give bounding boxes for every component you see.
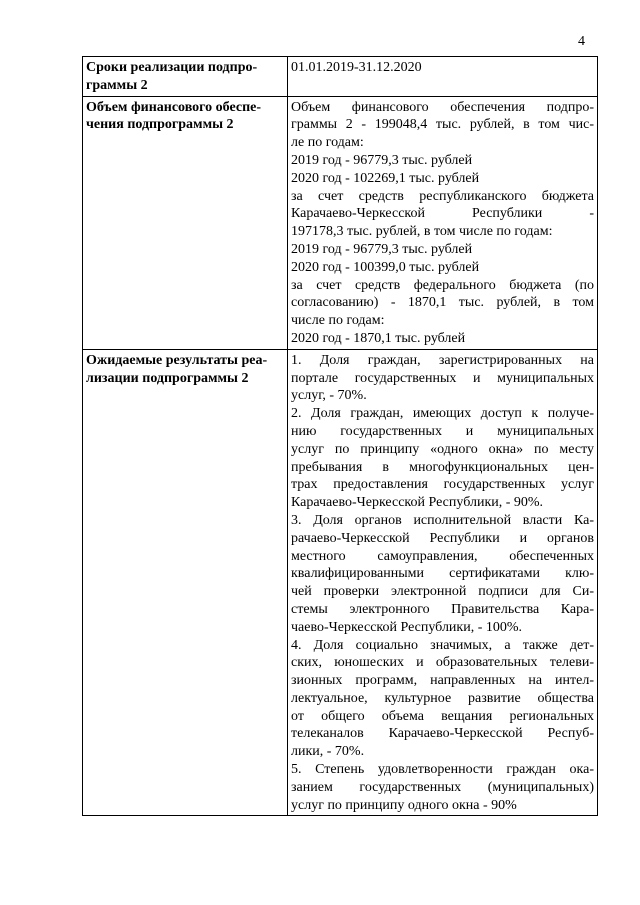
value-line: 01.01.2019-31.12.2020	[291, 60, 422, 75]
value-line: портале государственных и муниципальных	[291, 370, 594, 386]
value-line: согласованию) - 1870,1 тыс. рублей, в том	[291, 295, 594, 311]
value-line: 1. Доля граждан, зарегистрированных на	[291, 352, 594, 368]
row-expected-results	[83, 349, 598, 816]
value-line: пребывания в многофункциональных цен-	[291, 459, 594, 475]
value-line: телеканалов Карачаево-Черкесской Респуб-	[291, 726, 594, 742]
value-line: лектуальное, культурное развитие общества	[291, 690, 594, 706]
value-line: 2. Доля граждан, имеющих доступ к получе-	[291, 406, 594, 422]
value-line: 5. Степень удовлетворенности граждан ока-	[291, 762, 594, 778]
subprogram-passport-table	[82, 56, 598, 816]
value-line: 197178,3 тыс. рублей, в том числе по годам:	[291, 224, 553, 240]
row-financing-volume	[83, 96, 598, 349]
label-line: Ожидаемые результаты реа-	[86, 352, 268, 368]
value-line: от общего объема вещания региональных	[291, 708, 594, 724]
page-number: 4	[578, 34, 585, 49]
value-line: Объем финансового обеспечения подпро-	[291, 99, 594, 115]
value-line: 2019 год - 96779,3 тыс. рублей	[291, 152, 473, 168]
label-line: Сроки реализации подпро-	[86, 60, 258, 75]
value-line: ских, юношеских и образовательных телеви-	[291, 655, 594, 671]
value-line: стемы электронного Правительства Кара-	[291, 601, 594, 617]
value-line: Карачаево-Черкесской Республики -	[291, 206, 594, 222]
value-line: за счет средств федерального бюджета (по	[291, 277, 594, 293]
value-line: занием государственных (муниципальных)	[291, 779, 594, 795]
value-line: местного самоуправления, обеспеченных	[291, 548, 594, 564]
row-value-cell	[288, 57, 598, 97]
row-label-cell	[83, 349, 288, 816]
value-line: рачаево-Черкесской Республики и органов	[291, 530, 594, 546]
row-value-cell	[288, 96, 598, 349]
value-line: 2020 год - 1870,1 тыс. рублей	[291, 330, 466, 346]
value-line: чей проверки электронной подписи для Си-	[291, 584, 594, 600]
value-line: 2020 год - 100399,0 тыс. рублей	[291, 259, 480, 275]
row-label-cell	[83, 96, 288, 349]
value-line: Карачаево-Черкесской Республики, - 90%.	[291, 495, 544, 511]
value-line: квалифицированными сертификатами клю-	[291, 566, 594, 582]
label-line: граммы 2	[86, 77, 148, 93]
value-line: граммы 2 - 199048,4 тыс. рублей, в том чис-	[291, 117, 594, 133]
value-line: нию государственных и муниципальных	[291, 423, 594, 439]
label-line: Объем финансового обеспе-	[86, 99, 262, 115]
value-line: 2020 год - 102269,1 тыс. рублей	[291, 170, 480, 186]
value-line: числе по годам:	[291, 313, 385, 329]
value-line: лики, - 70%.	[291, 744, 365, 760]
value-line: трах предоставления государственных услуг	[291, 477, 594, 493]
value-line: чаево-Черкесской Республики, - 100%.	[291, 619, 523, 635]
value-line: 2019 год - 96779,3 тыс. рублей	[291, 241, 473, 257]
label-line: лизации подпрограммы 2	[86, 370, 249, 386]
value-line: услуг по принципу «одного окна» по месту	[291, 441, 594, 457]
row-label-cell	[83, 57, 288, 97]
value-line: ле по годам:	[291, 135, 364, 151]
value-line: услуг, - 70%.	[291, 388, 367, 404]
value-line: 3. Доля органов исполнительной власти Ка-	[291, 512, 594, 528]
value-line: за счет средств республиканского бюджета	[291, 188, 594, 204]
table-body	[83, 57, 598, 816]
row-value-cell	[288, 349, 598, 816]
value-line: 4. Доля социально значимых, а также дет-	[291, 637, 594, 653]
row-implementation-period	[83, 57, 598, 97]
value-line: услуг по принципу одного окна - 90%	[291, 797, 517, 813]
label-line: чения подпрограммы 2	[86, 117, 234, 133]
value-line: зионных программ, направленных на интел-	[291, 673, 594, 689]
